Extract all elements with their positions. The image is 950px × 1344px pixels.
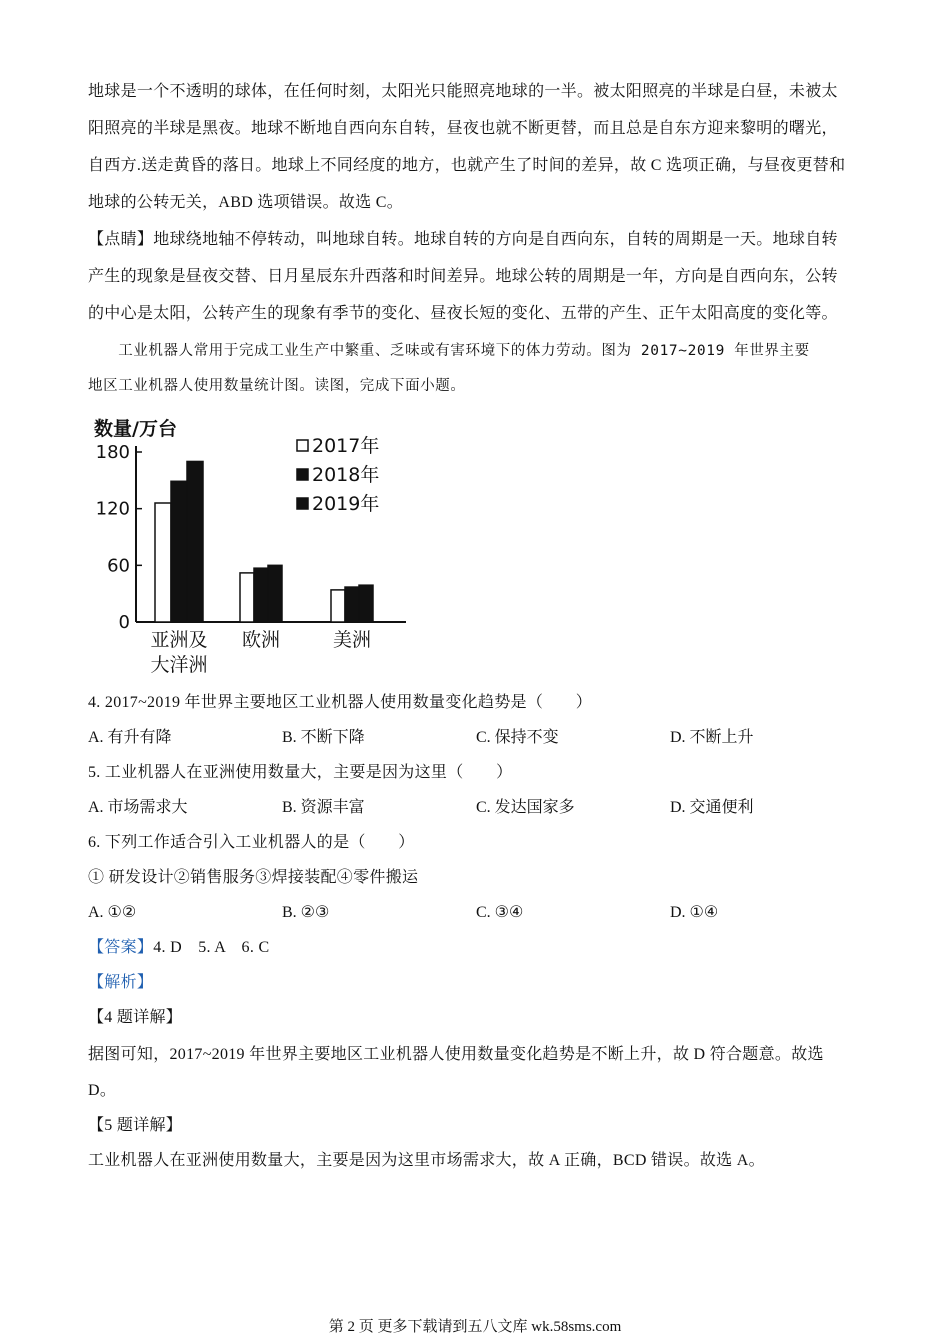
q6-option-d[interactable]: D. ①④ bbox=[670, 904, 719, 921]
page-footer: 第 2 页 更多下载请到五八文库 wk.58sms.com bbox=[328, 1319, 622, 1335]
bar-2-0 bbox=[331, 590, 345, 622]
x-tick-label: 美洲 bbox=[332, 629, 372, 651]
detail-4-line: 据图可知，2017~2019 年世界主要地区工业机器人使用数量变化趋势是不断上升，故 D 符合题意。故选 bbox=[88, 1046, 824, 1063]
q4-option-a[interactable]: A. 有升有降 bbox=[88, 729, 172, 746]
q6-option-c[interactable]: C. ③④ bbox=[476, 904, 524, 921]
answer-label: 【答案】 bbox=[88, 939, 154, 956]
legend-swatch bbox=[297, 469, 308, 480]
y-tick-label: 60 bbox=[107, 555, 130, 577]
detail-4-line: D。 bbox=[88, 1082, 117, 1099]
q4-option-b[interactable]: B. 不断下降 bbox=[282, 729, 365, 746]
legend-label: 2019年 bbox=[312, 493, 380, 515]
legend-label: 2017年 bbox=[312, 435, 380, 457]
bar-0-2 bbox=[187, 461, 203, 622]
analysis-label: 【解析】 bbox=[88, 974, 154, 991]
legend-swatch bbox=[297, 440, 308, 451]
paragraph-line: 阳照亮的半球是黑夜。地球不断地自西向东自转，昼夜也就不断更替，而且总是自东方迎来黎明的曙光， bbox=[88, 120, 838, 137]
dianjing-line: 产生的现象是昼夜交替、日月星辰东升西落和时间差异。地球公转的周期是一年，方向是自西向东，公转 bbox=[88, 268, 838, 285]
bar-chart bbox=[88, 405, 418, 685]
q5-option-d[interactable]: D. 交通便利 bbox=[670, 799, 754, 816]
bar-1-1 bbox=[254, 568, 268, 622]
y-tick-label: 120 bbox=[95, 498, 130, 520]
paragraph-line: 地球是一个不透明的球体，在任何时刻，太阳光只能照亮地球的一半。被太阳照亮的半球是白昼，未被太 bbox=[88, 83, 838, 100]
question-4-stem: 4. 2017~2019 年世界主要地区工业机器人使用数量变化趋势是（ ） bbox=[88, 694, 593, 711]
dianjing-line: 【点睛】地球绕地轴不停转动，叫地球自转。地球自转的方向是自西向东，自转的周期是一天。地球自转 bbox=[88, 231, 838, 248]
bar-2-2 bbox=[359, 585, 373, 622]
detail-4-title: 【4 题详解】 bbox=[88, 1009, 183, 1026]
q5-option-c[interactable]: C. 发达国家多 bbox=[476, 799, 575, 816]
question-6-items: ① 研发设计②销售服务③焊接装配④零件搬运 bbox=[88, 869, 419, 886]
question-6-stem: 6. 下列工作适合引入工业机器人的是（ ） bbox=[88, 834, 415, 851]
bar-0-0 bbox=[155, 503, 171, 622]
intro-line: 地区工业机器人使用数量统计图。读图，完成下面小题。 bbox=[88, 378, 466, 394]
q4-option-d[interactable]: D. 不断上升 bbox=[670, 729, 754, 746]
legend-swatch bbox=[297, 498, 308, 509]
intro-line: 工业机器人常用于完成工业生产中繁重、乏味或有害环境下的体力劳动。图为 2017~2019 年世界主要 bbox=[88, 343, 810, 359]
detail-5-title: 【5 题详解】 bbox=[88, 1117, 183, 1134]
q5-option-b[interactable]: B. 资源丰富 bbox=[282, 799, 365, 816]
bar-2-1 bbox=[345, 587, 359, 622]
answer-text: 4. D 5. A 6. C bbox=[153, 939, 270, 956]
x-tick-label: 大洋洲 bbox=[150, 654, 208, 676]
y-axis-label: 数量/万台 bbox=[94, 418, 177, 440]
question-5-stem: 5. 工业机器人在亚洲使用数量大，主要是因为这里（ ） bbox=[88, 764, 513, 781]
detail-5-text: 工业机器人在亚洲使用数量大，主要是因为这里市场需求大，故 A 正确，BCD 错误。故选 A。 bbox=[88, 1152, 765, 1169]
bar-1-2 bbox=[268, 565, 282, 622]
q5-option-a[interactable]: A. 市场需求大 bbox=[88, 799, 188, 816]
answer-line bbox=[88, 930, 868, 966]
q6-option-a[interactable]: A. ①② bbox=[88, 904, 137, 921]
bar-1-0 bbox=[240, 573, 254, 622]
paragraph-line: 地球的公转无关，ABD 选项错误。故选 C。 bbox=[88, 194, 404, 211]
dianjing-line: 的中心是太阳，公转产生的现象有季节的变化、昼夜长短的变化、五带的产生、正午太阳高度的变化等。 bbox=[88, 305, 838, 322]
y-tick-label: 180 bbox=[95, 442, 130, 463]
q6-option-b[interactable]: B. ②③ bbox=[282, 904, 330, 921]
x-tick-label: 亚洲及 bbox=[150, 629, 208, 651]
bar-0-1 bbox=[171, 481, 187, 622]
legend-label: 2018年 bbox=[312, 464, 380, 486]
dianjing-label: 【点睛】 bbox=[88, 231, 154, 248]
y-tick-label: 0 bbox=[118, 612, 130, 633]
q4-option-c[interactable]: C. 保持不变 bbox=[476, 729, 559, 746]
paragraph-line: 自西方.送走黄昏的落日。地球上不同经度的地方，也就产生了时间的差异，故 C 选项正确，与昼夜更替和 bbox=[88, 157, 846, 174]
x-tick-label: 欧洲 bbox=[241, 629, 281, 651]
